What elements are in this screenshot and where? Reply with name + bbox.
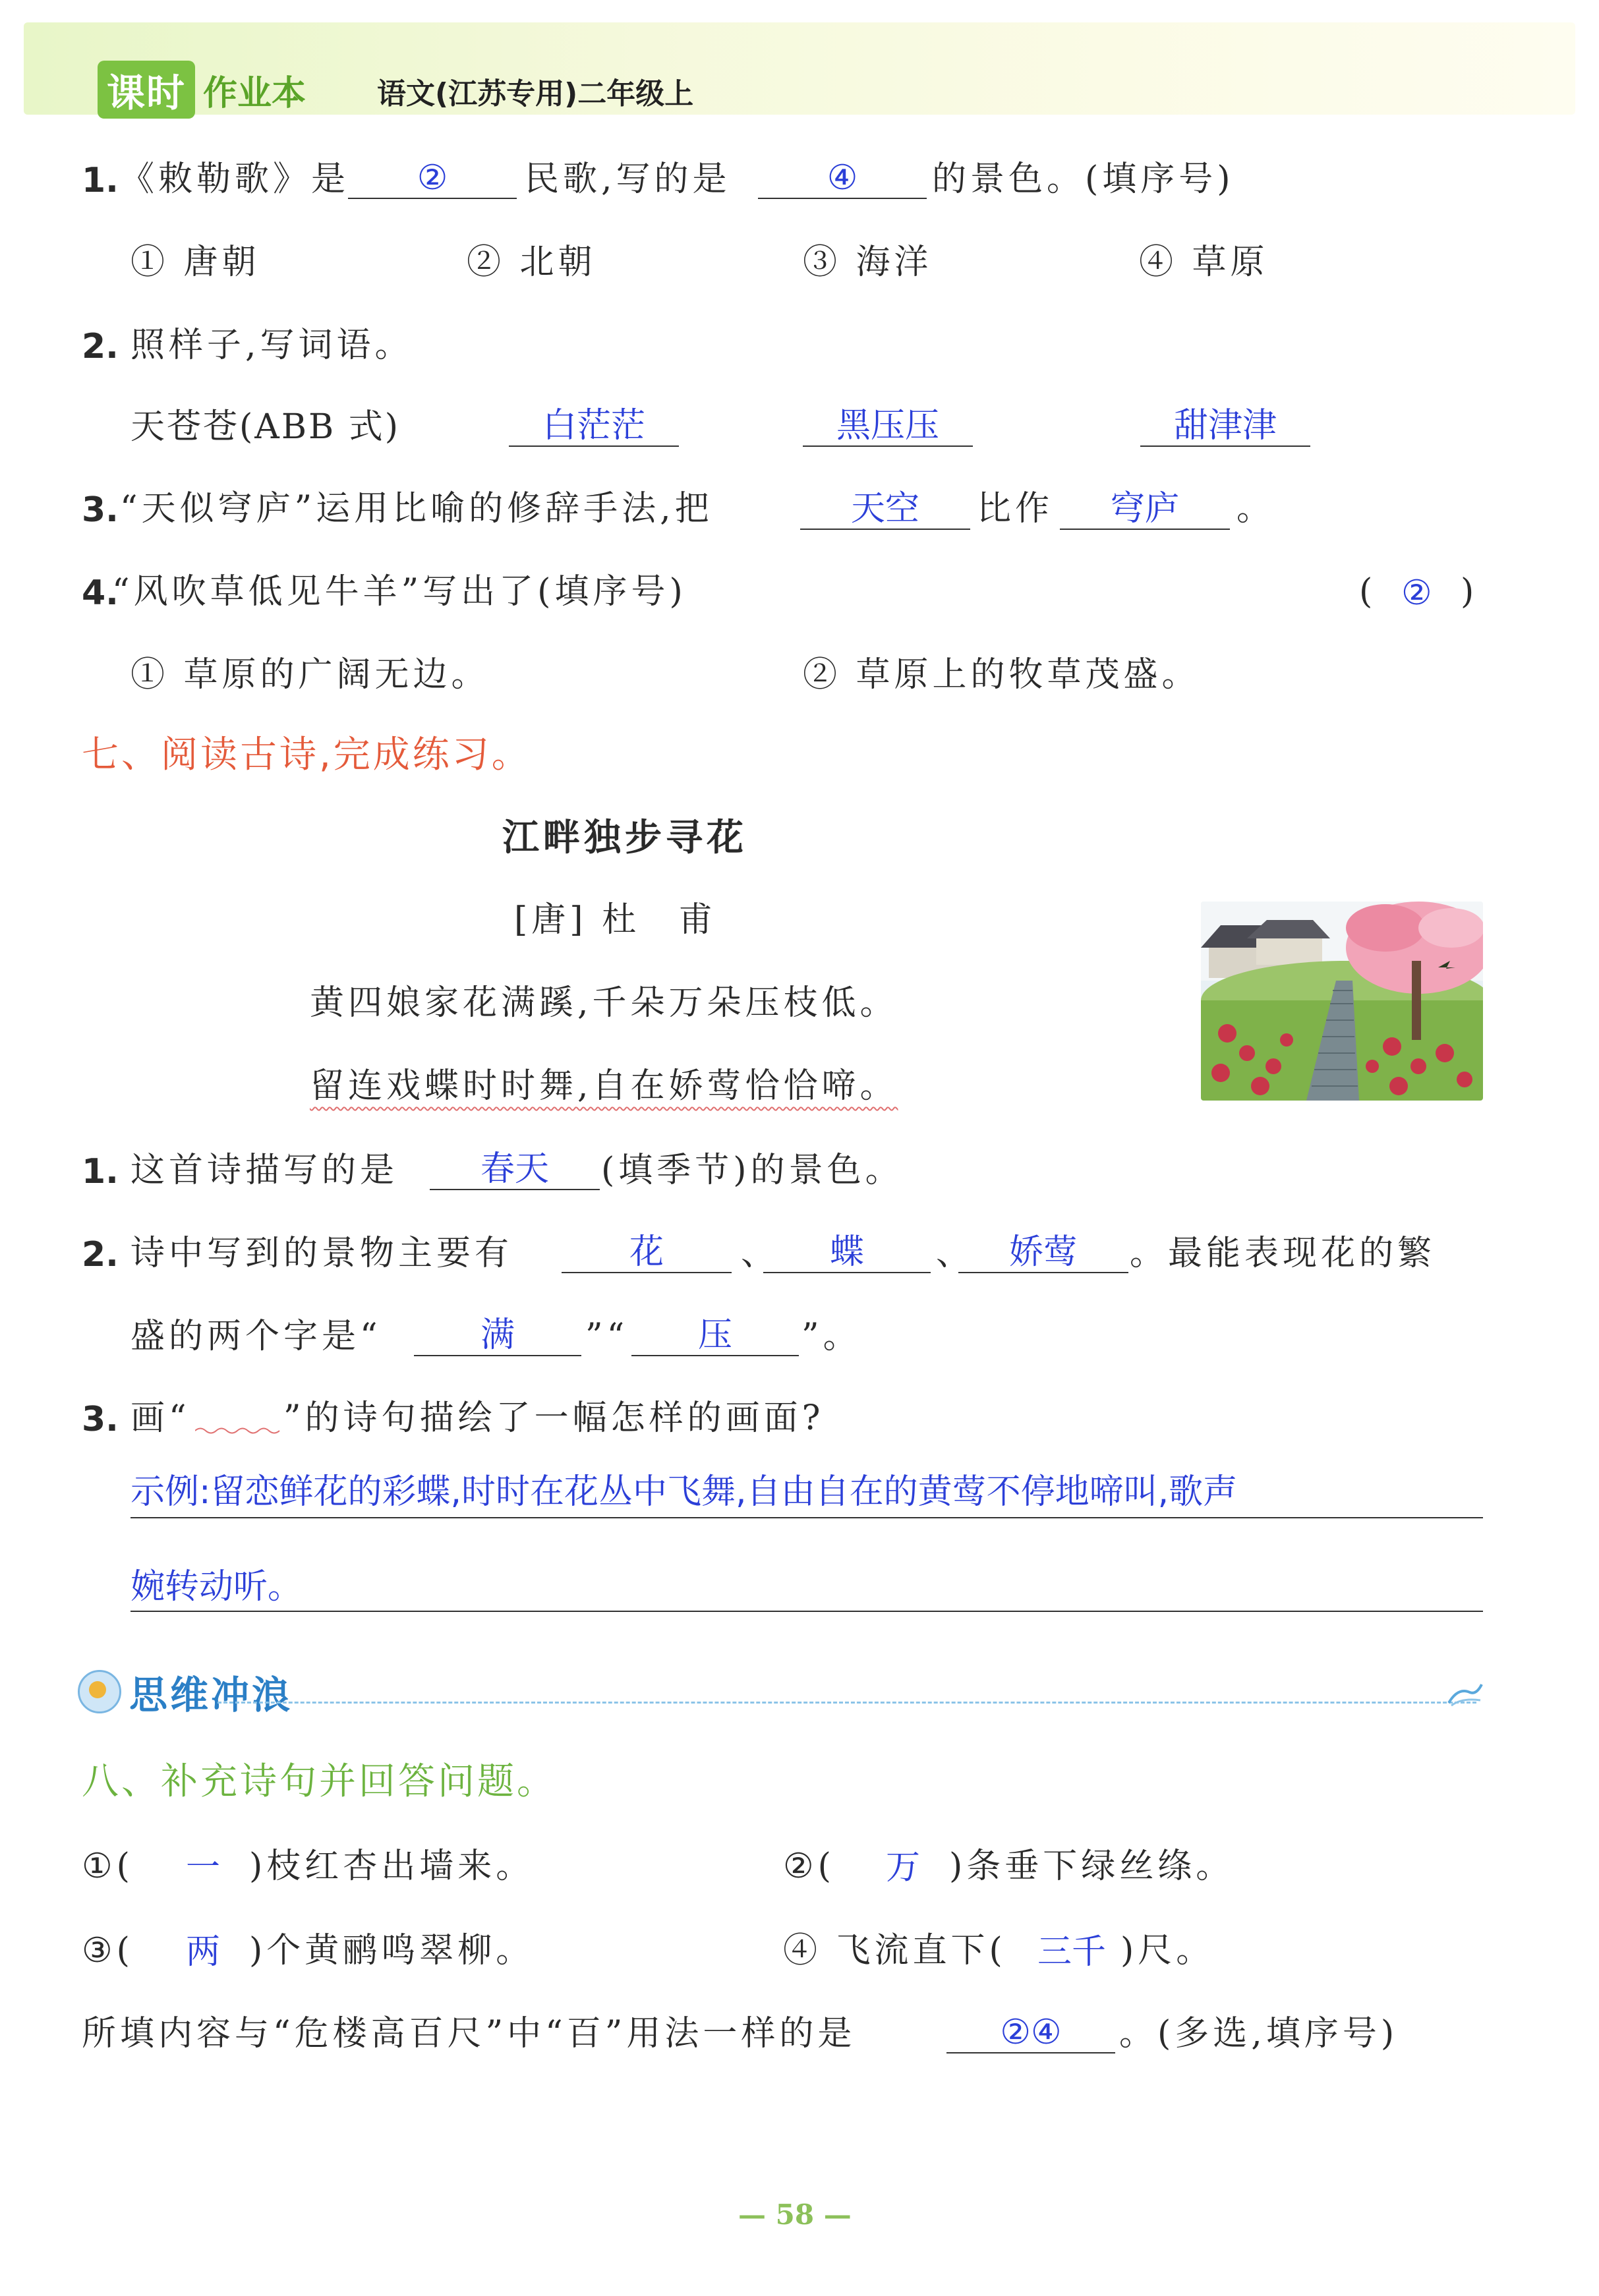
answer-rule-2	[131, 1611, 1483, 1612]
q4-option-2: ② 草原上的牧草茂盛。	[803, 655, 1200, 695]
p2-answer-3: 娇莺	[958, 1232, 1128, 1273]
p2-separator-1: 、	[741, 1234, 780, 1273]
s8-item1-pre: ①(	[82, 1847, 134, 1886]
q3-text3: 。	[1236, 489, 1275, 529]
q4-paren-open: (	[1359, 572, 1377, 612]
q2-answer-3: 甜津津	[1140, 406, 1310, 447]
thinking-surf-banner	[78, 1664, 293, 1719]
wave-icon	[1447, 1680, 1483, 1707]
s8-item4-answer: 三千	[1037, 1932, 1107, 1972]
wavy-line-icon	[195, 1426, 281, 1435]
header-logo	[98, 61, 306, 119]
p1-text1: 这首诗描写的是	[131, 1151, 399, 1190]
s8-item4-pre: ④ 飞流直下(	[783, 1931, 1006, 1970]
q3-text1: “天似穹庐”运用比喻的修辞手法,把	[120, 489, 713, 529]
poem-title: 江畔独步寻花	[502, 817, 747, 859]
s8-item3-post: )个黄鹂鸣翠柳。	[249, 1931, 535, 1970]
poem-line-1: 黄四娘家花满蹊,千朵万朵压枝低。	[310, 983, 898, 1023]
p2-answer-1: 花	[562, 1232, 732, 1273]
q1-option-2: ② 北朝	[467, 243, 596, 282]
p2-mid: ”“	[585, 1317, 629, 1356]
q1-text1: 《敕勒歌》是	[120, 159, 350, 199]
page-number: — 58 —	[738, 2198, 852, 2231]
p3-text2: ”的诗句描绘了一幅怎样的画面?	[283, 1398, 825, 1438]
q1-answer2: ④	[758, 158, 927, 199]
q4-text: “风吹草低见牛羊”写出了(填序号)	[112, 572, 687, 612]
p2-answer-2: 蝶	[763, 1232, 931, 1273]
p2-separator-2: 、	[936, 1234, 975, 1273]
s8-item1-answer: 一	[186, 1848, 221, 1887]
q2-example: 天苍苍(ABB 式)	[131, 407, 401, 447]
book-title: 语文(江苏专用)二年级上	[377, 77, 694, 111]
p2-text2: 。最能表现花的繁	[1130, 1234, 1436, 1273]
q1-answer1: ②	[348, 158, 517, 199]
q4-number: 4.	[82, 573, 119, 613]
s8-item3-pre: ③(	[82, 1931, 134, 1970]
p3-text1: 画“	[131, 1398, 190, 1438]
p1-text2: (填季节)的景色。	[601, 1151, 904, 1190]
p2-text1: 诗中写到的景物主要有	[131, 1234, 513, 1273]
s8-item2-post: )条垂下绿丝绦。	[949, 1847, 1235, 1886]
section-divider	[218, 1702, 1476, 1704]
poem-illustration	[1201, 902, 1483, 1101]
s8-item2-pre: ②(	[783, 1847, 835, 1886]
p2-answer-5: 压	[631, 1315, 799, 1356]
thinking-surf-label: 思维冲浪	[129, 1673, 293, 1717]
s8-item4-post: )尺。	[1120, 1931, 1215, 1970]
s8-item2-answer: 万	[886, 1848, 921, 1887]
q3-answer2: 穹庐	[1060, 489, 1230, 530]
q1-number: 1.	[82, 161, 119, 200]
logo-sub: 作业本	[203, 73, 306, 113]
page-number-value: 58	[775, 2198, 815, 2231]
p1-number: 1.	[82, 1152, 119, 1191]
p3-number: 3.	[82, 1400, 119, 1439]
q1-option-1: ① 唐朝	[131, 243, 260, 282]
q2-answer-1: 白茫茫	[509, 406, 679, 447]
q2-prompt: 照样子,写词语。	[131, 326, 413, 365]
q1-text2: 民歌,写的是	[525, 159, 731, 199]
q1-text3: 的景色。(填序号)	[932, 159, 1235, 199]
section8-title: 八、补充诗句并回答问题。	[82, 1760, 556, 1803]
q4-option-1: ① 草原的广阔无边。	[131, 655, 490, 695]
q4-answer: ②	[1401, 573, 1432, 613]
q2-number: 2.	[82, 327, 119, 366]
section7-title: 七、阅读古诗,完成练习。	[82, 733, 531, 776]
s8-question-text2: 。(多选,填序号)	[1119, 2014, 1399, 2053]
answer-rule-1	[131, 1517, 1483, 1518]
surf-icon	[78, 1670, 121, 1713]
p2-answer-4: 满	[414, 1315, 581, 1356]
q3-answer1: 天空	[800, 489, 970, 530]
s8-question-answer: ②④	[946, 2013, 1115, 2053]
q1-option-3: ③ 海洋	[803, 243, 933, 282]
p2-number: 2.	[82, 1235, 119, 1275]
q2-answer-2: 黑压压	[803, 406, 973, 447]
p3-answer-line-1: 示例:留恋鲜花的彩蝶,时时在花丛中飞舞,自由自在的黄莺不停地啼叫,歌声	[131, 1472, 1238, 1512]
s8-question-text1: 所填内容与“危楼高百尺”中“百”用法一样的是	[82, 2014, 856, 2053]
poem-line-2: 留连戏蝶时时舞,自在娇莺恰恰啼。	[310, 1066, 898, 1106]
q1-option-4: ④ 草原	[1139, 243, 1269, 282]
q4-paren-close: )	[1461, 572, 1478, 612]
s8-item1-post: )枝红杏出墙来。	[249, 1847, 535, 1886]
p3-answer-line-2: 婉转动听。	[131, 1567, 303, 1607]
q3-text2: 比作	[977, 489, 1054, 529]
poem-author: [唐] 杜 甫	[514, 900, 717, 940]
q3-number: 3.	[82, 490, 119, 530]
s8-item3-answer: 两	[186, 1932, 221, 1972]
p1-answer: 春天	[430, 1149, 600, 1190]
p2-text4: ”。	[801, 1317, 861, 1356]
p2-text3: 盛的两个字是“	[131, 1317, 382, 1356]
logo-main: 课时	[98, 61, 195, 119]
